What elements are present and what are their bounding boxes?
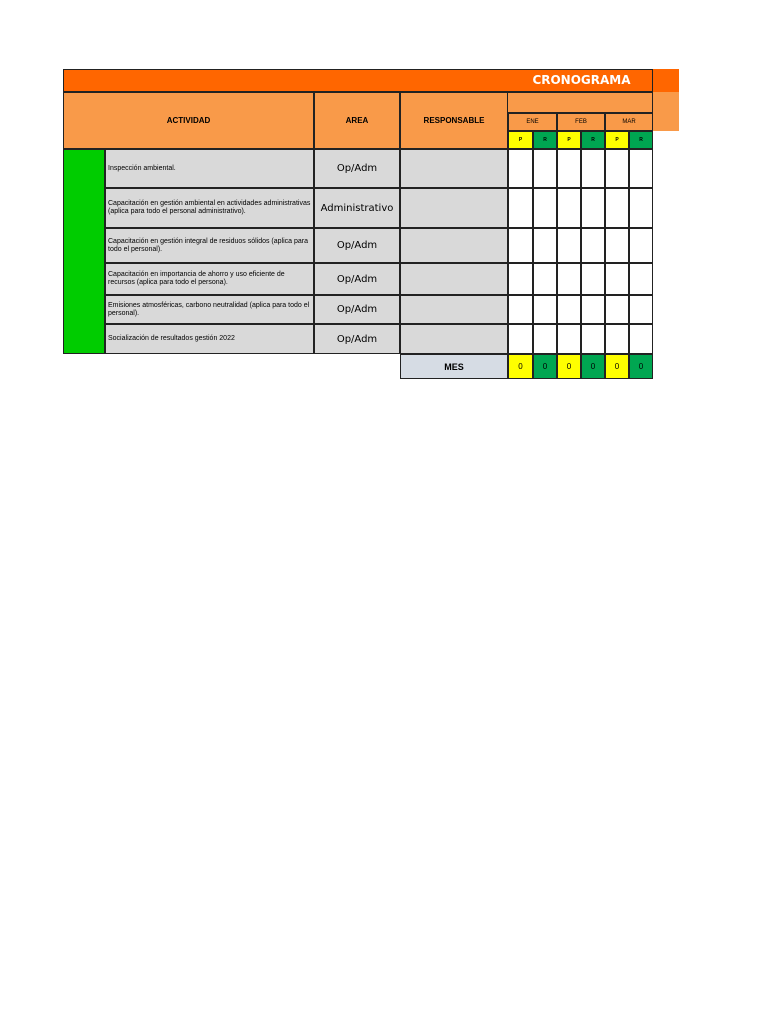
schedule-cell[interactable] [533, 149, 557, 188]
plan-label: P [605, 131, 629, 149]
schedule-cell[interactable] [557, 228, 581, 263]
header-extension [653, 92, 679, 131]
header-area: AREA [314, 92, 400, 149]
total-real-ene: 0 [533, 354, 557, 379]
table-row-area[interactable]: Op/Adm [314, 295, 400, 324]
real-label: R [629, 131, 653, 149]
table-row-activity[interactable]: Socialización de resultados gestión 2022 [105, 324, 314, 354]
schedule-cell[interactable] [581, 263, 605, 295]
table-row-responsable[interactable] [400, 295, 508, 324]
schedule-cell[interactable] [629, 228, 653, 263]
schedule-cell[interactable] [605, 295, 629, 324]
schedule-cell[interactable] [557, 263, 581, 295]
month-ene: ENE [508, 113, 557, 131]
schedule-cell[interactable] [581, 228, 605, 263]
real-label: R [581, 131, 605, 149]
table-row-area[interactable]: Op/Adm [314, 263, 400, 295]
table-row-responsable[interactable] [400, 324, 508, 354]
schedule-cell[interactable] [508, 228, 533, 263]
table-row-responsable[interactable] [400, 149, 508, 188]
schedule-cell[interactable] [557, 188, 581, 228]
schedule-cell[interactable] [605, 324, 629, 354]
schedule-cell[interactable] [508, 188, 533, 228]
plan-label: P [508, 131, 533, 149]
schedule-cell[interactable] [605, 188, 629, 228]
title-bar-extension [653, 69, 679, 92]
schedule-title: CRONOGRAMA [532, 73, 631, 87]
schedule-cell[interactable] [533, 263, 557, 295]
schedule-cell[interactable] [557, 149, 581, 188]
schedule-cell[interactable] [605, 263, 629, 295]
schedule-cell[interactable] [533, 295, 557, 324]
months-header-blank [508, 92, 653, 113]
totals-label: MES [400, 354, 508, 379]
schedule-cell[interactable] [508, 149, 533, 188]
schedule-cell[interactable] [629, 295, 653, 324]
table-row-area[interactable]: Administrativo [314, 188, 400, 228]
table-row-activity[interactable]: Capacitación en gestión ambiental en actividades administrativas (aplica para todo el personal administrativo). [105, 188, 314, 228]
total-plan-ene: 0 [508, 354, 533, 379]
real-label: R [533, 131, 557, 149]
schedule-cell[interactable] [605, 149, 629, 188]
total-real-feb: 0 [581, 354, 605, 379]
schedule-cell[interactable] [581, 149, 605, 188]
table-row-activity[interactable]: Capacitación en importancia de ahorro y uso eficiente de recursos (aplica para todo el persona). [105, 263, 314, 295]
total-real-mar: 0 [629, 354, 653, 379]
schedule-cell[interactable] [533, 228, 557, 263]
schedule-cell[interactable] [581, 324, 605, 354]
schedule-cell[interactable] [605, 228, 629, 263]
schedule-cell[interactable] [557, 324, 581, 354]
schedule-cell[interactable] [581, 188, 605, 228]
table-row-responsable[interactable] [400, 263, 508, 295]
table-row-activity[interactable]: Inspección ambiental. [105, 149, 314, 188]
schedule-cell[interactable] [629, 263, 653, 295]
schedule-cell[interactable] [581, 295, 605, 324]
schedule-cell[interactable] [508, 263, 533, 295]
schedule-cell[interactable] [533, 188, 557, 228]
table-row-activity[interactable]: Capacitación en gestión integral de residuos sólidos (aplica para todo el personal). [105, 228, 314, 263]
table-row-area[interactable]: Op/Adm [314, 228, 400, 263]
plan-label: P [557, 131, 581, 149]
schedule-cell[interactable] [629, 188, 653, 228]
schedule-cell[interactable] [508, 295, 533, 324]
table-row-area[interactable]: Op/Adm [314, 149, 400, 188]
total-plan-feb: 0 [557, 354, 581, 379]
table-row-responsable[interactable] [400, 228, 508, 263]
schedule-cell[interactable] [557, 295, 581, 324]
category-side-cell [63, 149, 105, 354]
table-row-area[interactable]: Op/Adm [314, 324, 400, 354]
schedule-cell[interactable] [629, 149, 653, 188]
table-row-responsable[interactable] [400, 188, 508, 228]
schedule-cell[interactable] [629, 324, 653, 354]
schedule-cell[interactable] [508, 324, 533, 354]
table-row-activity[interactable]: Emisiones atmosféricas, carbono neutralidad (aplica para todo el personal). [105, 295, 314, 324]
schedule-cell[interactable] [533, 324, 557, 354]
header-actividad: ACTIVIDAD [63, 92, 314, 149]
divider [63, 353, 400, 354]
month-mar: MAR [605, 113, 653, 131]
header-responsable: RESPONSABLE [400, 92, 508, 149]
total-plan-mar: 0 [605, 354, 629, 379]
month-feb: FEB [557, 113, 605, 131]
